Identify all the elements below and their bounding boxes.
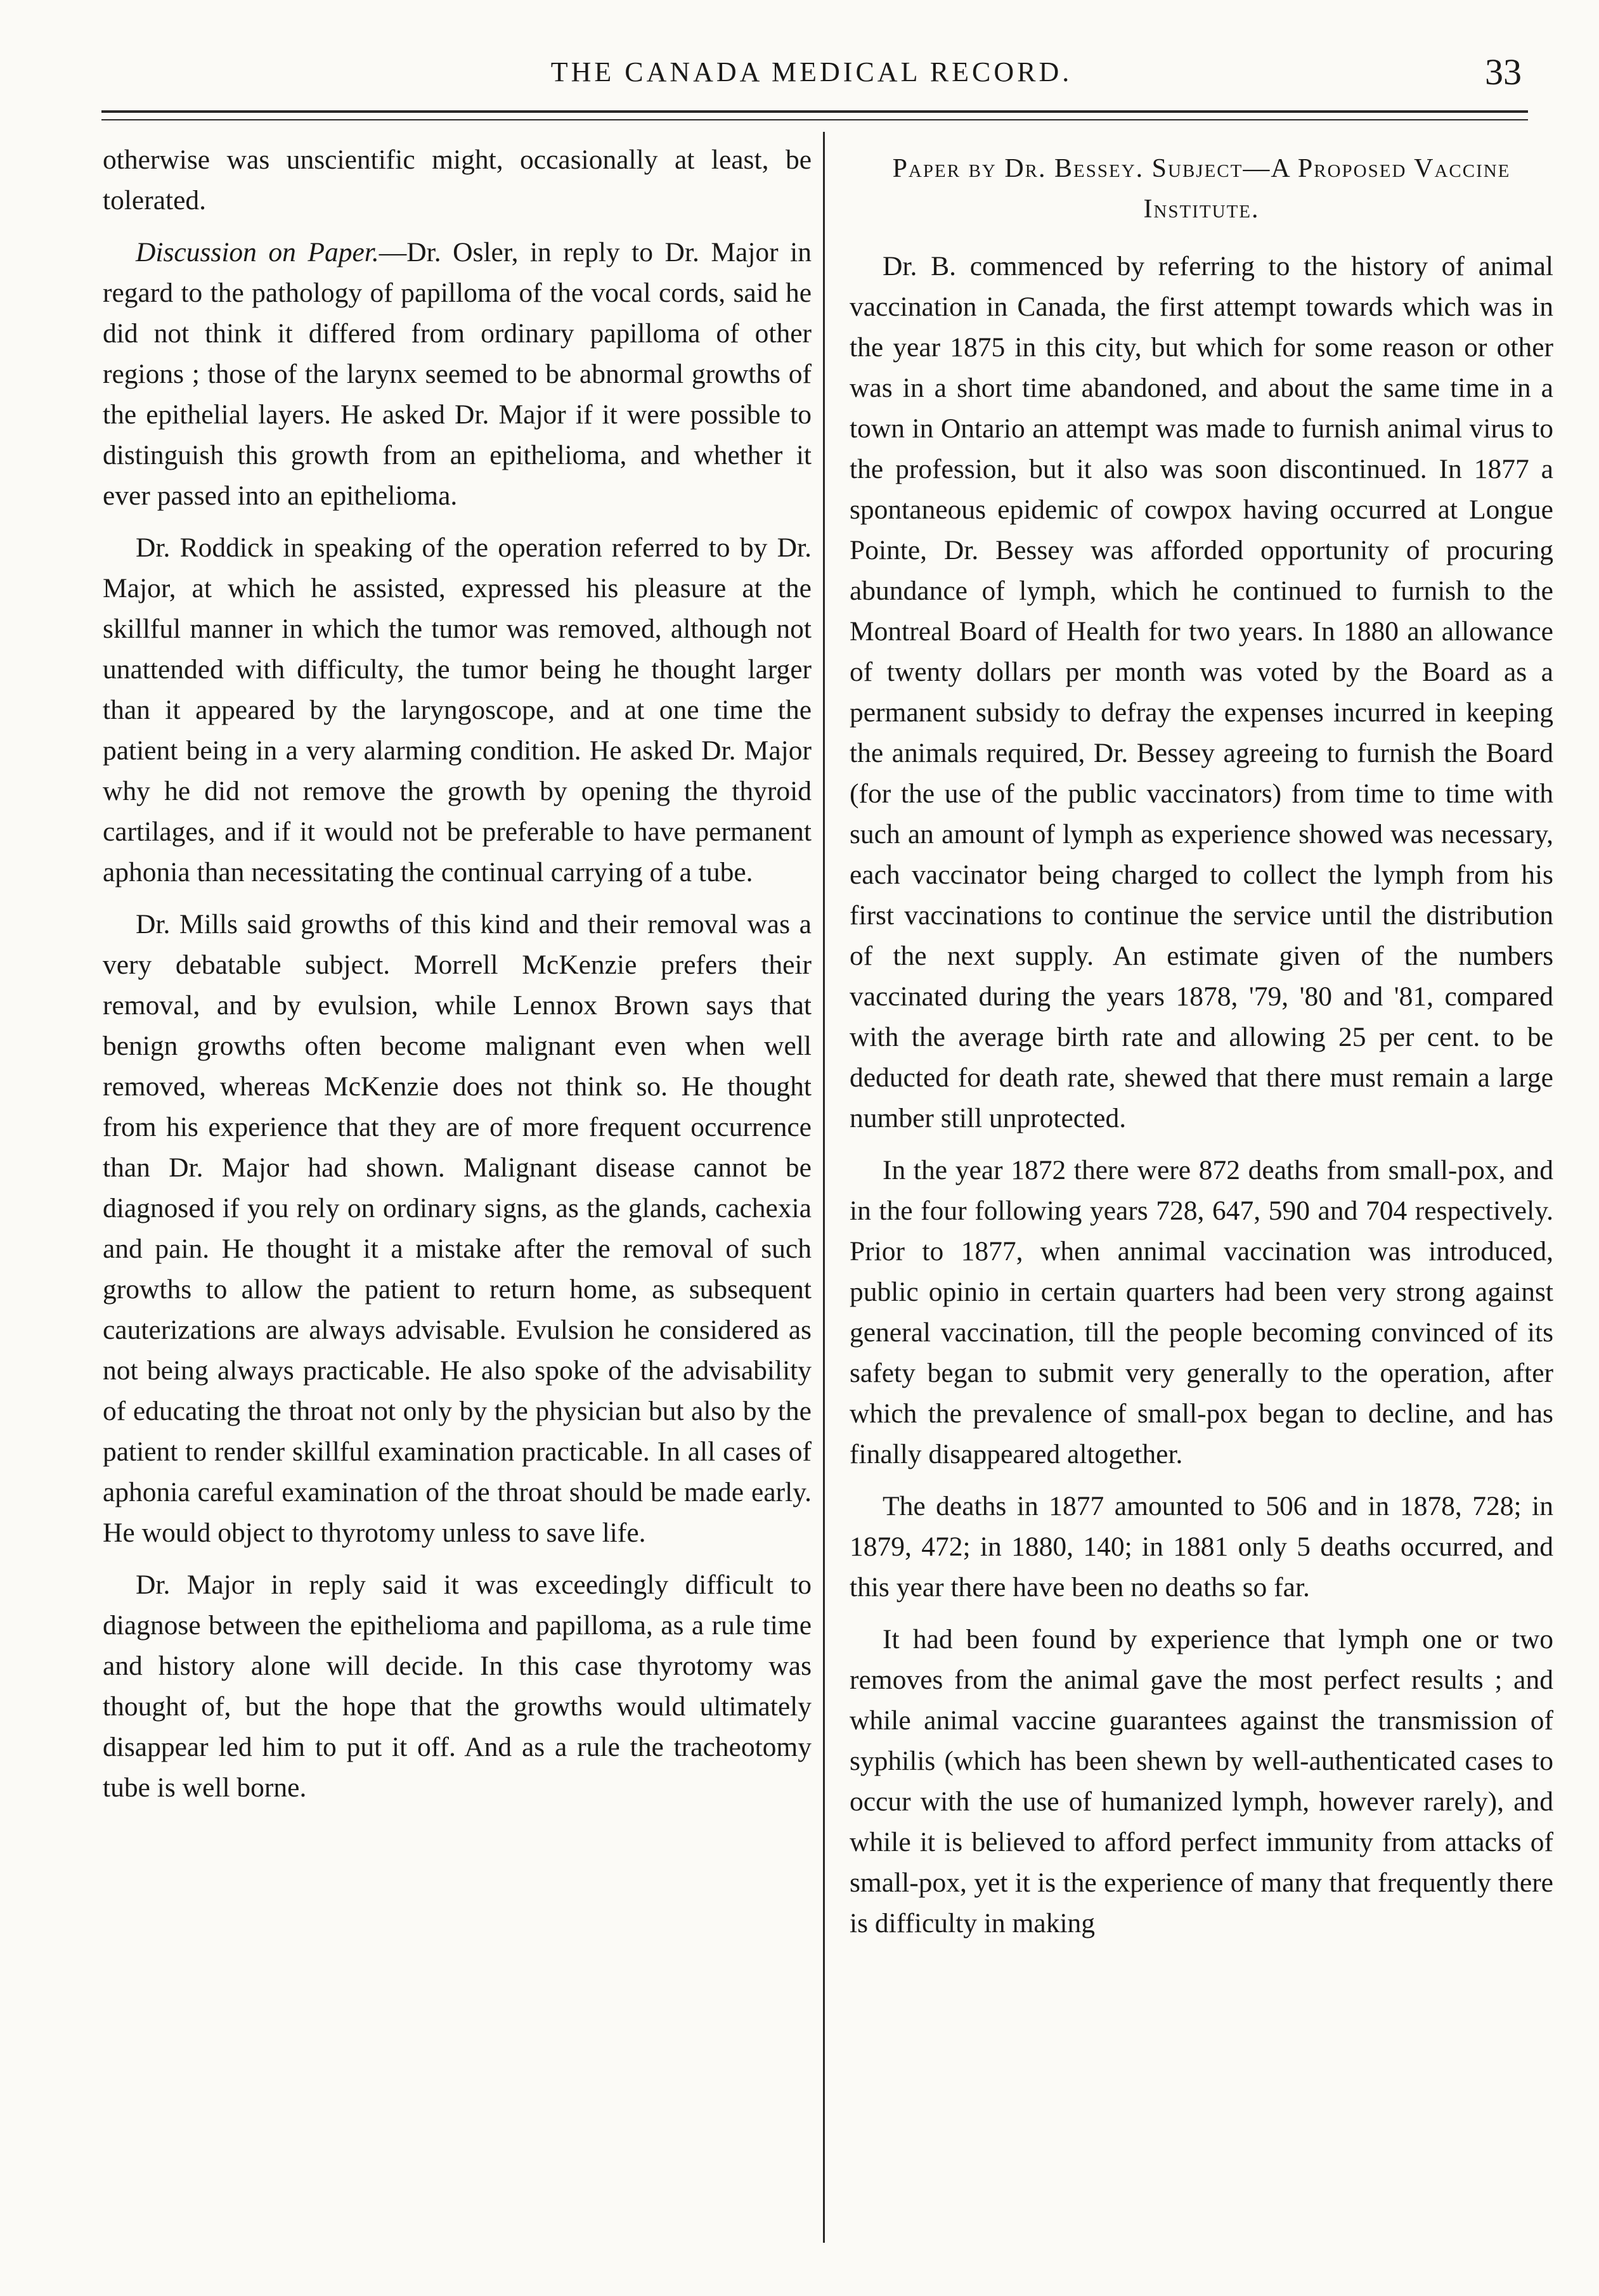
paragraph-discussion	[103, 232, 812, 516]
paragraph-roddick: Dr. Roddick in speaking of the operation referred to by Dr. Major, at which he assisted, expressed his pleasure at the skillful manner in which the tumor was removed, although not unattended with difficulty, the tumor being he thought larger than it appeared by the laryngoscope, and at one time the patient being in a very alarming condition. He asked Dr. Major why he did not remove the growth by opening the thyroid cartilages, and if it would not be preferable to have permanent aphonia than necessitating the continual carrying of a tube.	[103, 532, 812, 887]
column-divider	[823, 132, 825, 2243]
paragraph-major-reply: Dr. Major in reply said it was exceedingly difficult to diagnose between the epithelioma and papilloma, as a rule time and history alone will decide. In this case thyrotomy was thought of, but the hope that the growths would ultimately disappear led him to put it off. And as a rule the tracheotomy tube is well borne.	[103, 1570, 812, 1803]
discussion-lead-in: Discussion on Paper.	[136, 237, 379, 268]
right-column	[850, 139, 1553, 1955]
header-rule-thick	[101, 110, 1528, 113]
paragraph-deaths-1877: The deaths in 1877 amounted to 506 and in 1878, 728; in 1879, 472; in 1880, 140; in 1881 only 5 deaths occurred, and this year there have been no deaths so far.	[850, 1491, 1553, 1603]
discussion-text: —Dr. Osler, in reply to Dr. Major in regard to the pathology of papilloma of the vocal cords, said he did not think it differed from ordinary papilloma of other regions ; those of the larynx seemed to be abnormal growths of the epithelial layers. He asked Dr. Major if it were possible to distinguish this growth from an epithelioma, and whether it ever passed into an epithelioma.	[103, 237, 812, 511]
paragraph-history: Dr. B. commenced by referring to the history of animal vaccination in Canada, the first attempt towards which was in the year 1875 in this city, but which for some reason or other was in a short time abandoned, and about the same time in a town in Ontario an attempt was made to furnish animal virus to the profession, but it also was soon discontinued. In 1877 a spontaneous epidemic of cowpox having occurred at Longue Pointe, Dr. Bessey was afforded opportunity of procuring abundance of lymph, which he continued to furnish to the Montreal Board of Health for two years. In 1880 an allowance of twenty dollars per month was voted by the Board as a permanent subsidy to defray the expenses incurred in keeping the animals required, Dr. Bessey agreeing to furnish the Board (for the use of the public vaccinators) from time to time with such an amount of lymph as experience showed was necessary, each vaccinator being charged to collect the lymph from his first vaccinations to continue the service until the distribution of the next supply. An estimate given of the numbers vaccinated during the years 1878, '79, '80 and '81, compared with the average birth rate and allowing 25 per cent. to be deducted for death rate, shewed that there must remain a large number still unprotected.	[850, 251, 1553, 1133]
section-heading: Paper by Dr. Bessey. Subject—A Proposed Vaccine Institute.	[892, 154, 1511, 224]
paragraph-mills: Dr. Mills said growths of this kind and their removal was a very debatable subject. Morrell McKenzie prefers their removal, and by evulsion, while Lennox Brown says that benign growths often become malignant even when well removed, whereas McKenzie does not think so. He thought from his experience that they are of more frequent occurrence than Dr. Major had shown. Malignant disease cannot be diagnosed if you rely on ordinary signs, as the glands, cachexia and pain. He thought it a mistake after the removal of such growths to allow the patient to return home, as subsequent cauterizations are always advisable. Evulsion he considered as not being always practicable. He also spoke of the advisability of educating the throat not only by the physician but also by the patient to render skillful examination practicable. In all cases of aphonia careful examination of the throat should be made early. He would object to thyrotomy unless to save life.	[103, 909, 812, 1548]
left-column	[103, 139, 812, 1819]
page-number: 33	[1485, 51, 1522, 93]
paragraph-continuation: otherwise was unscientific might, occasionally at least, be tolerated.	[103, 145, 812, 216]
paragraph-deaths-1872: In the year 1872 there were 872 deaths from small-pox, and in the four following years 728, 647, 590 and 704 respectively. Prior to 1877, when annimal vaccination was introduced, public opinio in certain quarters had been very strong against general vaccination, till the people becoming convinced of its safety began to submit very generally to the operation, after which the prevalence of small-pox began to decline, and has finally disappeared altogether.	[850, 1155, 1553, 1469]
paragraph-lymph: It had been found by experience that lymph one or two removes from the animal gave the most perfect results ; and while animal vaccine guarantees against the transmission of syphilis (which has been shewn by well-authenticated cases to occur with the use of humanized lymph, however rarely), and while it is believed to afford perfect immunity from attacks of small-pox, yet it is the experience of many that frequently there is difficulty in making	[850, 1624, 1553, 1938]
header-rule-thin	[101, 119, 1528, 120]
journal-title: THE CANADA MEDICAL RECORD.	[550, 56, 1073, 87]
running-head	[101, 49, 1522, 100]
